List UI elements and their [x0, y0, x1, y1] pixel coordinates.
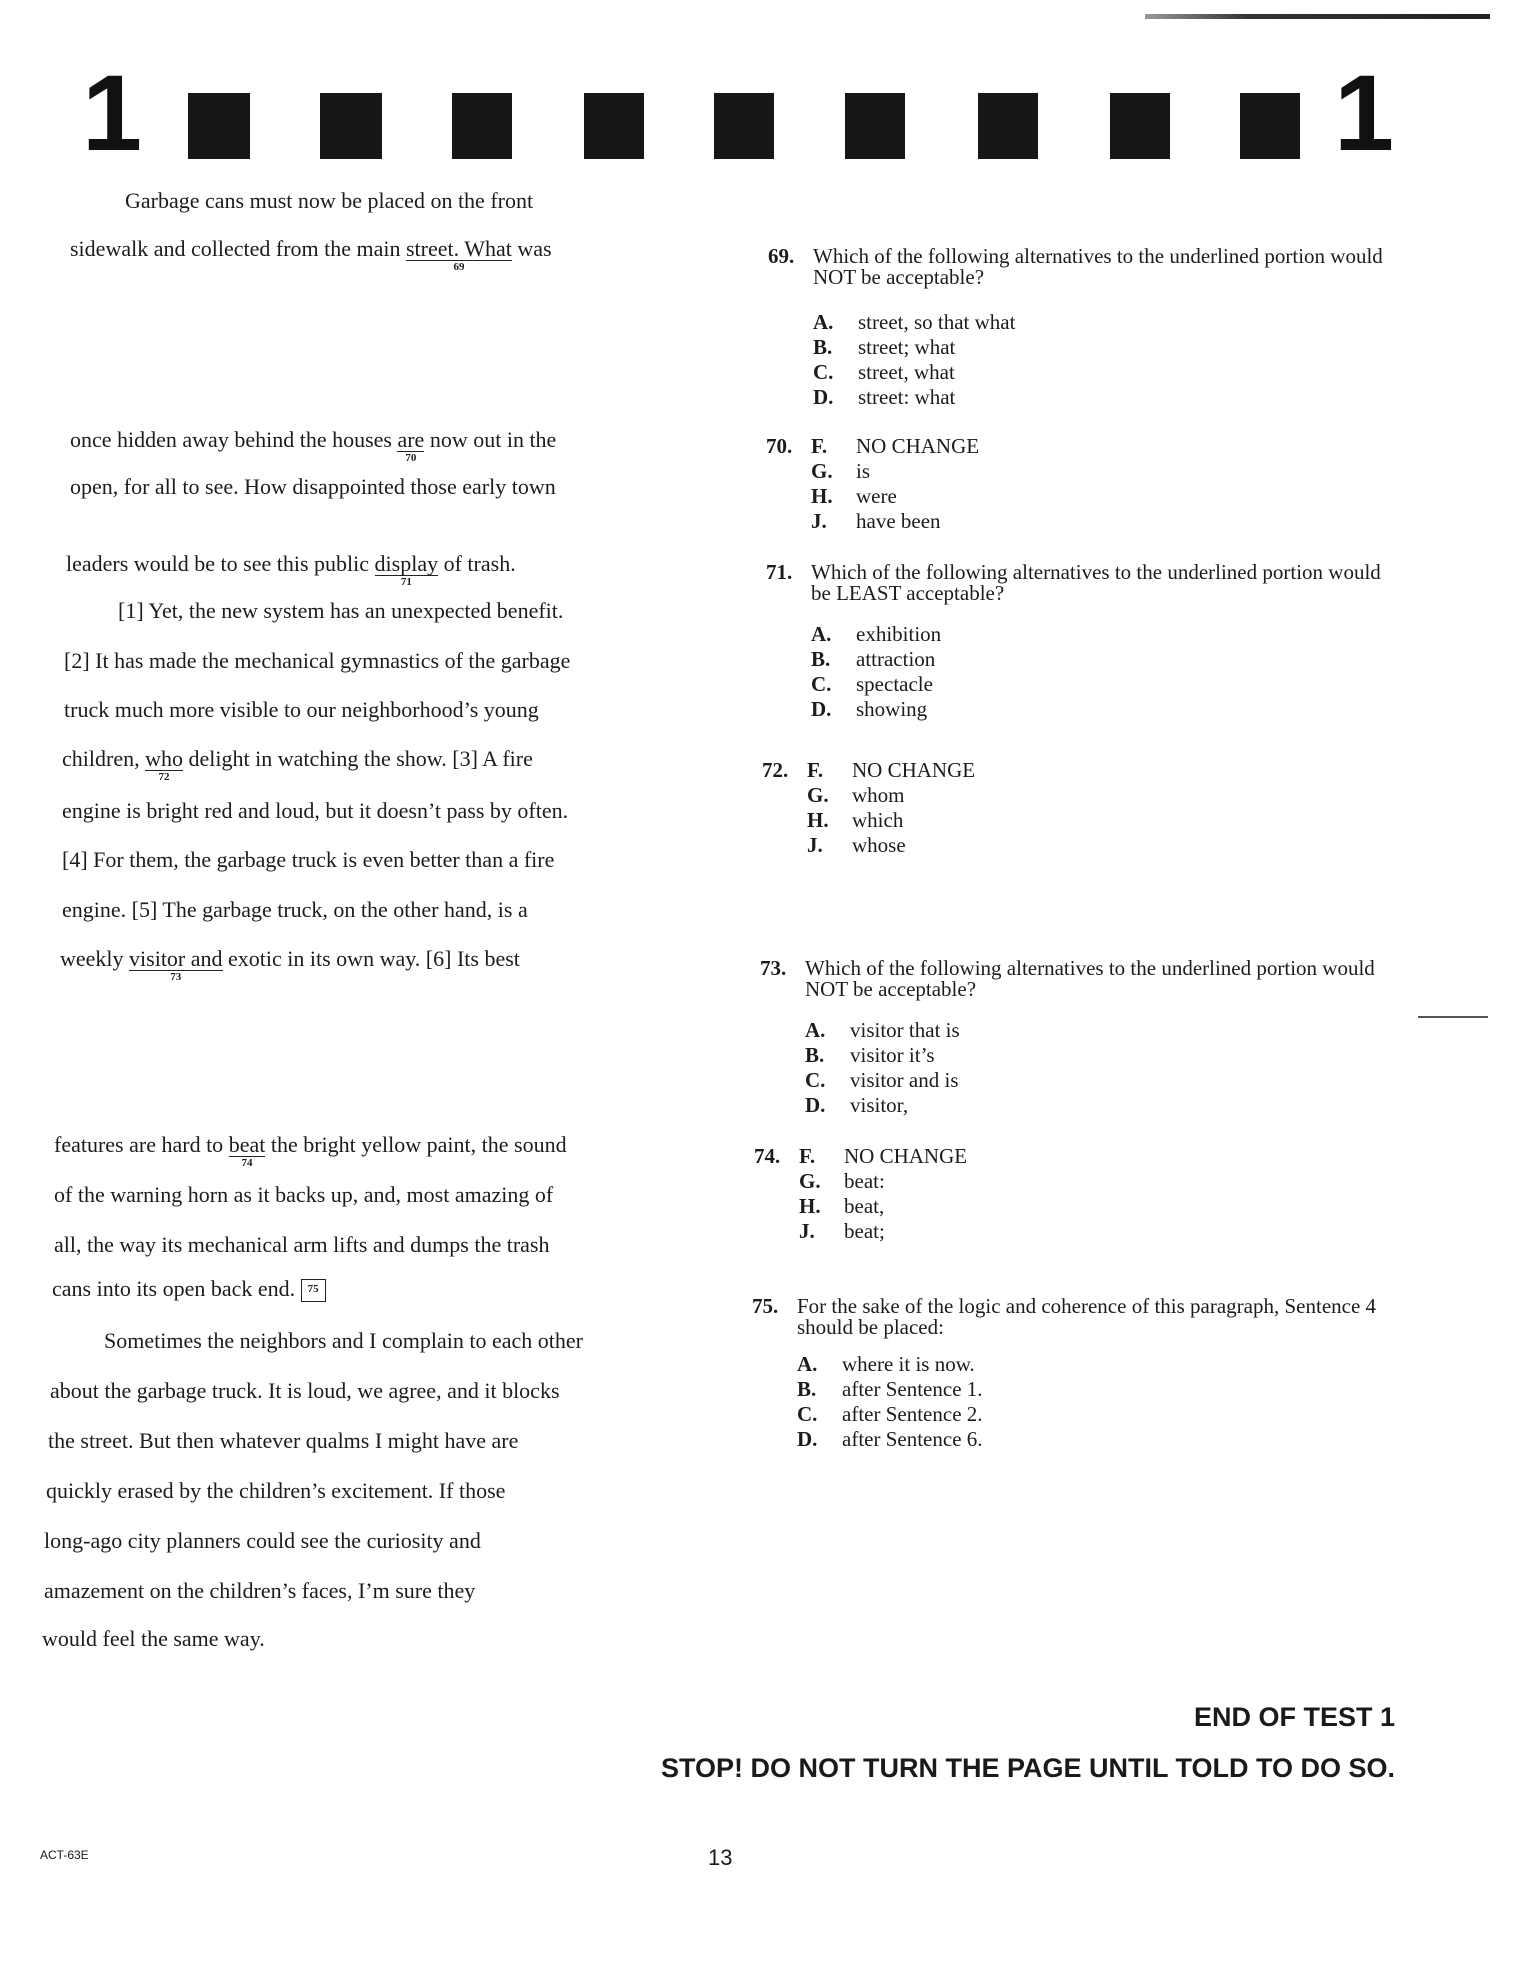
header-block	[584, 93, 644, 159]
answer-option[interactable]: A. exhibition	[811, 622, 942, 646]
passage-line: Sometimes the neighbors and I complain to each other	[104, 1328, 583, 1353]
answer-option[interactable]: A. where it is now.	[797, 1352, 975, 1376]
answer-option[interactable]: C. street, what	[813, 360, 955, 384]
passage-line: long-ago city planners could see the curiosity and	[44, 1528, 481, 1553]
passage-line: engine. [5] The garbage truck, on the other hand, is a	[62, 897, 528, 922]
header-block	[1110, 93, 1170, 159]
question-ref-71: 71	[400, 576, 412, 589]
passage-line: truck much more visible to our neighborhood’s young	[64, 697, 539, 722]
question-number: 69.	[768, 244, 795, 268]
header-block	[320, 93, 382, 159]
answer-option[interactable]: F. NO CHANGE	[799, 1144, 968, 1168]
top-rule	[1145, 14, 1490, 19]
passage-line: once hidden away behind the houses are 70 now out in the	[70, 427, 557, 465]
header-block	[714, 93, 774, 159]
question-70	[766, 436, 1166, 536]
question-box-75: 75	[301, 1279, 326, 1302]
question-number: 73.	[760, 956, 787, 980]
passage-line: [1] Yet, the new system has an unexpected benefit.	[118, 598, 564, 623]
passage-line: of the warning horn as it backs up, and, most amazing of	[54, 1182, 554, 1207]
answer-option[interactable]: G. whom	[807, 783, 905, 807]
header-block	[978, 93, 1038, 159]
answer-option[interactable]: B. attraction	[811, 647, 936, 671]
answer-option[interactable]: B. street; what	[813, 335, 956, 359]
answer-option[interactable]: G. is	[811, 459, 871, 483]
passage-line: [2] It has made the mechanical gymnastics of the garbage	[64, 648, 571, 673]
answer-option[interactable]: J. beat;	[799, 1219, 885, 1243]
passage-line: leaders would be to see this public display 71 of trash.	[66, 551, 516, 589]
answer-option[interactable]: H. which	[807, 808, 904, 832]
answer-option[interactable]: J. whose	[807, 833, 906, 857]
answer-option[interactable]: C. spectacle	[811, 672, 933, 696]
answer-option[interactable]: D. street: what	[813, 385, 956, 409]
question-ref-69: 69	[453, 261, 465, 274]
stop-instruction: STOP! DO NOT TURN THE PAGE UNTIL TOLD TO DO SO.	[660, 1753, 1395, 1783]
underlined-portion-74: beat 74	[228, 1132, 266, 1170]
header-block	[188, 93, 250, 159]
underlined-portion-70: are 70	[397, 427, 425, 465]
question-number: 70.	[766, 434, 793, 458]
answer-option[interactable]: D. visitor,	[805, 1093, 909, 1117]
question-number: 75.	[752, 1294, 779, 1318]
question-number: 74.	[754, 1144, 781, 1168]
answer-option[interactable]: J. have been	[811, 509, 941, 533]
underlined-portion-73: visitor and 73	[129, 946, 223, 984]
answer-option[interactable]: D. after Sentence 6.	[797, 1427, 983, 1451]
question-ref-73: 73	[170, 971, 182, 984]
question-ref-74: 74	[241, 1157, 253, 1170]
answer-option[interactable]: H. were	[811, 484, 897, 508]
question-ref-72: 72	[158, 771, 170, 784]
question-ref-70: 70	[405, 452, 417, 465]
header-block	[1240, 93, 1300, 159]
answer-option[interactable]: H. beat,	[799, 1194, 885, 1218]
underlined-portion-72: who 72	[145, 746, 183, 784]
passage-line: quickly erased by the children’s excitement. If those	[46, 1478, 506, 1503]
passage-line: weekly visitor and 73 exotic in its own way. [6] Its best	[60, 946, 520, 984]
answer-option[interactable]: F. NO CHANGE	[807, 758, 976, 782]
passage-line: open, for all to see. How disappointed those early town	[70, 474, 556, 499]
passage-line: [4] For them, the garbage truck is even better than a fire	[62, 847, 555, 872]
passage-line: engine is bright red and loud, but it doesn’t pass by often.	[62, 798, 569, 823]
form-code: ACT-63E	[40, 1848, 89, 1862]
question-number: 71.	[766, 560, 793, 584]
header-block	[845, 93, 905, 159]
question-text: Which of the following alternatives to the underlined portion would NOT be acceptable?	[805, 956, 1375, 1001]
question-74	[754, 1146, 1154, 1246]
question-69	[768, 244, 1408, 409]
question-72	[762, 760, 1162, 860]
underlined-portion-71: display 71	[374, 551, 439, 589]
end-of-test-label: END OF TEST 1	[1193, 1702, 1395, 1732]
section-number-right: 1	[1334, 52, 1395, 173]
question-75	[752, 1296, 1402, 1456]
underlined-portion-69: street. What 69	[406, 236, 512, 274]
passage-line: would feel the same way.	[42, 1626, 265, 1651]
answer-option[interactable]: A. street, so that what	[813, 310, 1016, 334]
answer-option[interactable]: C. after Sentence 2.	[797, 1402, 983, 1426]
passage-line: the street. But then whatever qualms I might have are	[48, 1428, 519, 1453]
page-number: 13	[708, 1845, 733, 1870]
passage-line: Garbage cans must now be placed on the front	[125, 188, 534, 213]
answer-option[interactable]: F. NO CHANGE	[811, 434, 980, 458]
passage-line: features are hard to beat 74 the bright yellow paint, the sound	[54, 1132, 567, 1170]
answer-option[interactable]: B. after Sentence 1.	[797, 1377, 983, 1401]
passage-line: children, who 72 delight in watching the show. [3] A fire	[62, 746, 533, 784]
passage-line: amazement on the children’s faces, I’m sure they	[44, 1578, 476, 1603]
margin-mark	[1418, 1016, 1488, 1018]
answer-option[interactable]: G. beat:	[799, 1169, 885, 1193]
section-number-left: 1	[82, 52, 143, 173]
passage-line: sidewalk and collected from the main street. What 69 was	[70, 236, 552, 274]
header-block	[452, 93, 512, 159]
answer-option[interactable]: B. visitor it’s	[805, 1043, 935, 1067]
passage-line: about the garbage truck. It is loud, we agree, and it blocks	[50, 1378, 560, 1403]
question-text: For the sake of the logic and coherence of this paragraph, Sentence 4 should be placed:	[797, 1294, 1377, 1339]
question-73	[760, 958, 1400, 1118]
question-71	[766, 562, 1406, 722]
passage-line: all, the way its mechanical arm lifts and dumps the trash	[54, 1232, 550, 1257]
question-text: Which of the following alternatives to the underlined portion would NOT be acceptable?	[813, 244, 1383, 289]
passage-line: cans into its open back end. 75	[52, 1276, 326, 1302]
answer-option[interactable]: A. visitor that is	[805, 1018, 960, 1042]
answer-option[interactable]: C. visitor and is	[805, 1068, 959, 1092]
question-text: Which of the following alternatives to the underlined portion would be LEAST acceptable?	[811, 560, 1381, 605]
question-number: 72.	[762, 758, 789, 782]
answer-option[interactable]: D. showing	[811, 697, 928, 721]
